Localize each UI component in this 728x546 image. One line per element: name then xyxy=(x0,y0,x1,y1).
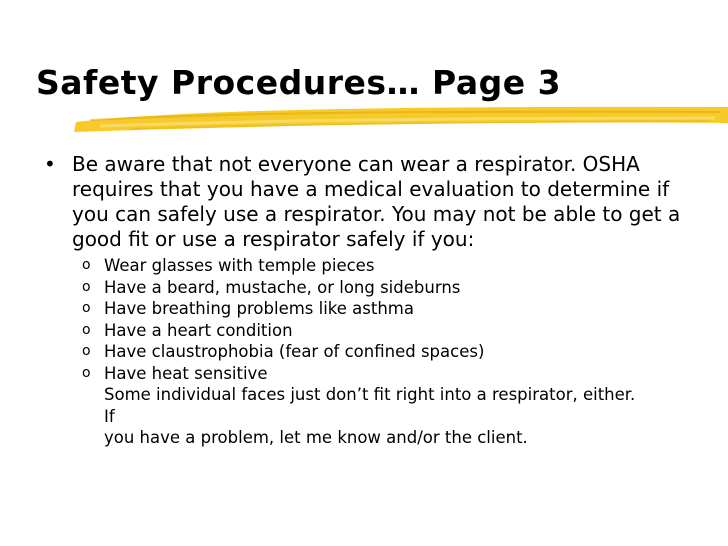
list-item-text: Wear glasses with temple pieces xyxy=(104,256,375,275)
list-item-with-note xyxy=(82,363,714,449)
list-item-text: Have breathing problems like asthma xyxy=(104,299,414,318)
circle-bullet-icon: o xyxy=(82,343,91,359)
list-item-text: Have a heart condition xyxy=(104,320,293,340)
slide-content xyxy=(44,152,714,449)
slide-title: Safety Procedures… Page 3 xyxy=(36,63,562,102)
note-line: Some individual faces just don’t fit right into a respirator, either. xyxy=(104,385,636,404)
circle-bullet-icon: o xyxy=(82,321,91,338)
list-item xyxy=(82,255,714,277)
circle-bullet-icon: o xyxy=(82,257,91,273)
list-item-text-group xyxy=(104,363,635,449)
list-item-text: Have heat sensitive xyxy=(104,363,268,383)
list-item-text: Have claustrophobia (fear of confined spaces) xyxy=(104,342,485,361)
list-item xyxy=(82,320,714,342)
sub-bullet-list xyxy=(44,255,714,449)
bullet-dot-icon: • xyxy=(44,152,56,176)
list-item xyxy=(82,298,714,320)
note-line: you have a problem, let me know and/or the client. xyxy=(104,428,528,447)
note-line: If xyxy=(104,406,115,426)
title-underline-brush xyxy=(70,98,728,136)
main-bullet xyxy=(44,152,714,252)
list-item xyxy=(82,277,714,299)
list-item-text: Have a beard, mustache, or long sideburns xyxy=(104,277,461,297)
circle-bullet-icon: o xyxy=(82,278,91,295)
circle-bullet-icon: o xyxy=(82,300,91,316)
main-bullet-text: Be aware that not everyone can wear a respirator. OSHA requires that you have a medical evaluation to determine if you can safely use a respirator. You may not be able to get a good fit or use a respirator safely if you: xyxy=(72,152,681,251)
list-item xyxy=(82,341,714,363)
circle-bullet-icon: o xyxy=(82,364,91,381)
